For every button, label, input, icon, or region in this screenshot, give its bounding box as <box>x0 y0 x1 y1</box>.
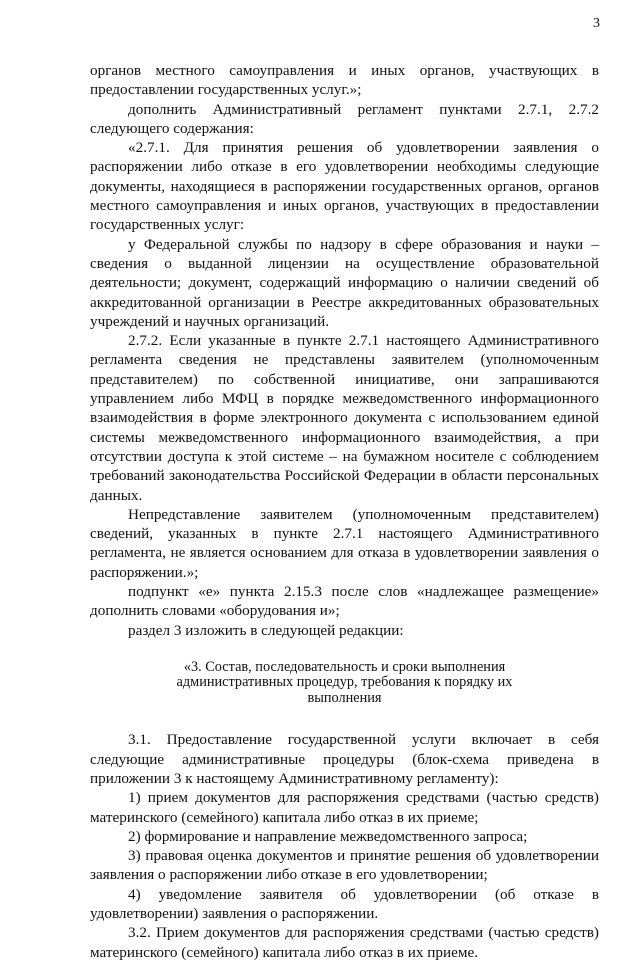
paragraph: 2.7.2. Если указанные в пункте 2.7.1 настоящего Административного регламента сведения не представлены заявителем (уполномоченным представителем) по собственной инициативе, они запрашиваются управлением либо МФЦ в порядке межведомственного информационного взаимодействия в форме электронного документа с использованием единой системы межведомственного информационного взаимодействия, а при отсутствии доступа к этой системе – на бумажном носителе с соблюдением требований законодательства Российской Федерации в области персональных данных. <box>90 332 599 504</box>
paragraph: 3) правовая оценка документов и принятие решения об удовлетворении заявления о распоряжении либо отказе в его удовлетворении; <box>90 847 599 884</box>
paragraph: подпункт «е» пункта 2.15.3 после слов «надлежащее размещение» дополнить словами «оборудования и»; <box>90 583 599 620</box>
paragraph: органов местного самоуправления и иных органов, участвующих в предоставлении государственных услуг.»; <box>90 62 599 99</box>
paragraph: 2) формирование и направление межведомственного запроса; <box>128 827 528 845</box>
section-heading-line: выполнения <box>307 689 382 706</box>
section-3-paragraphs <box>90 730 599 962</box>
paragraph: раздел 3 изложить в следующей редакции: <box>128 621 404 639</box>
paragraph: 3.2. Прием документов для распоряжения средствами (частью средств) материнского (семейного) капитала либо отказ в их приеме. <box>90 924 599 961</box>
section-heading-line: административных процедур, требования к порядку их <box>176 674 513 691</box>
paragraph: дополнить Административный регламент пунктами 2.7.1, 2.7.2 следующего содержания: <box>90 100 599 137</box>
paragraph: «2.7.1. Для принятия решения об удовлетворении заявления о распоряжении либо отказе в его удовлетворении необходимы следующие документы, находящиеся в распоряжении государственных органов, органов местного самоуправления и иных органов, участвующих в предоставлении государственных услуг: <box>90 139 599 234</box>
paragraph: у Федеральной службы по надзору в сфере образования и науки – сведения о выданной лицензии на осуществление образовательной деятельности; документ, содержащий информацию о наличии сведений об аккредитованной организации в Реестре аккредитованных образовательных учреждений и научных организаций. <box>90 235 599 330</box>
paragraph: Непредставление заявителем (уполномоченным представителем) сведений, указанных в пункте 2.7.1 настоящего Административного регламента, не является основанием для отказа в удовлетворении заявления о распоряжении.»; <box>90 505 599 581</box>
paragraph: 1) прием документов для распоряжения средствами (частью средств) материнского (семейного) капитала либо отказ в их приеме; <box>90 789 599 826</box>
section-heading <box>90 660 599 707</box>
amendment-paragraphs <box>90 61 599 640</box>
document-body <box>90 61 599 962</box>
section-heading-line: «3. Состав, последовательность и сроки выполнения <box>183 658 506 675</box>
page-number: 3 <box>593 16 600 31</box>
paragraph: 4) уведомление заявителя об удовлетворении (об отказе в удовлетворении) заявления о распоряжении. <box>90 885 599 923</box>
paragraph: 3.1. Предоставление государственной услуги включает в себя следующие административные процедуры (блок-схема приведена в приложении 3 к настоящему Административному регламенту): <box>90 731 599 787</box>
